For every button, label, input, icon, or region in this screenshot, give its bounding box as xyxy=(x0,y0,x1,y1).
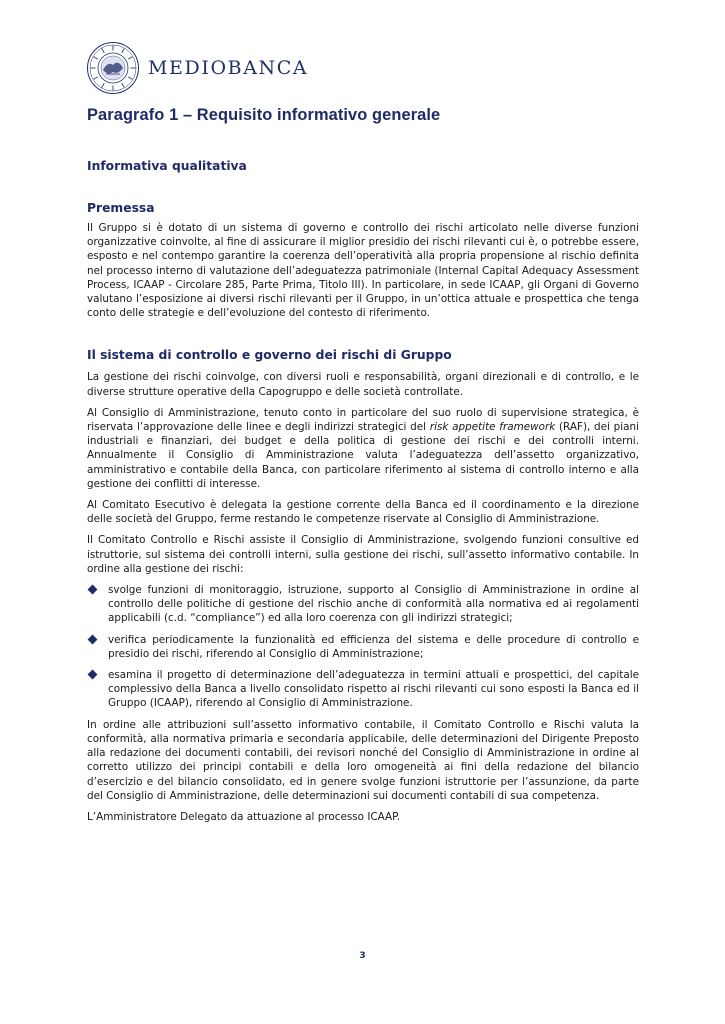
section-heading-premessa: Premessa xyxy=(87,201,155,215)
sistema-paragraph-3: Al Comitato Esecutivo è delegata la gestione corrente della Banca ed il coordinamento e la direzione delle società del Gruppo, ferme restando le competenze riservate al Consiglio di Amministrazione. xyxy=(87,499,639,526)
page-title: Paragrafo 1 – Requisito informativo generale xyxy=(87,106,441,124)
list-item xyxy=(87,583,639,626)
list-item-text: esamina il progetto di determinazione dell’adeguatezza in termini attuali e prospettici, del capitale complessivo della Banca a livello consolidato rispetto ai rischi rilevanti cui sono esposti la Banca ed il Gruppo (ICAAP), riferendo al Consiglio di Amministrazione. xyxy=(108,669,639,710)
brand-name: MEDIOBANCA xyxy=(148,57,309,79)
page-number: 3 xyxy=(359,951,366,961)
list-item xyxy=(87,633,639,661)
premessa-paragraph: Il Gruppo si è dotato di un sistema di governo e controllo dei rischi articolato nelle diverse funzioni organizzative coinvolte, al fine di assicurare il miglior presidio dei rischi rilevanti cui è, o potrebbe essere, esposto e nel contempo garantire la coerenza dell’operatività alla propria propensione al rischio definita nel processo interno di valutazione dell’adeguatezza patrimoniale (Internal Capital Adequacy Assessment Process, ICAAP - Circolare 285, Parte Prima, Titolo III). In particolare, in sede ICAAP, gli Organi di Governo valutano l’esposizione ai diversi rischi rilevanti per il Gruppo, in un’ottica attuale e prospettica che tenga conto delle strategie e dell’evoluzione del contesto di riferimento. xyxy=(87,222,639,320)
section-heading-informativa: Informativa qualitativa xyxy=(87,159,247,173)
section-heading-sistema: Il sistema di controllo e governo dei rischi di Gruppo xyxy=(87,348,452,363)
sistema-paragraph-5: In ordine alle attribuzioni sull’assetto informativo contabile, il Comitato Controllo e Rischi valuta la conformità, alla normativa primaria e secondaria applicabile, delle determinazioni del Dirigente Preposto alla redazione dei documenti contabili, dei revisori nonché del Consiglio di Amministrazione in ordine al corretto utilizzo dei principi contabili e della loro omogeneità ai fini della redazione del bilancio d’esercizio e del bilancio consolidato, ed in genere svolge funzioni istruttorie per l’assunzione, da parte del Consiglio di Amministrazione, delle determinazioni sui documenti contabili di sua competenza. xyxy=(87,718,639,802)
risk-appetite-framework-term: risk appetite framework xyxy=(429,421,556,434)
list-item xyxy=(87,668,639,711)
mediobanca-seal-icon xyxy=(86,41,140,95)
list-item-text: svolge funzioni di monitoraggio, istruzione, supporto al Consiglio di Amministrazione in ordine al controllo delle politiche di gestione del rischio anche di conformità alla normativa ed ai regolamenti applicabili (c.d. “compliance”) ed alla loro coerenza con gli indirizzi strategici; xyxy=(108,584,639,625)
sistema-paragraph-1: La gestione dei rischi coinvolge, con diversi ruoli e responsabilità, organi direzionali e di controllo, e le diverse strutture operative della Capogruppo e delle società controllate. xyxy=(87,371,639,398)
page-content xyxy=(87,106,639,831)
sistema-paragraph-2 xyxy=(87,406,639,491)
diamond-bullet-icon xyxy=(88,670,98,680)
paragraph-2-text-b: (RAF), dei piani industriali e finanziari, dei budget e della politica di gestione dei rischi e dei controlli interni. Annualmente il Consiglio di Amministrazione valuta l’adeguatezza dell’assetto organizzativo, amministrativo e contabile della Banca, con particolare riferimento al sistema di controllo interno e alla gestione dei conflitti di interesse. xyxy=(87,421,639,490)
risk-committee-duties-list xyxy=(87,583,639,711)
paragraph-2-text-a: Al Consiglio di Amministrazione, tenuto conto in particolare del suo ruolo di supervisione strategica, è riservata l’approvazione delle linee e degli indirizzi strategici del xyxy=(87,406,639,434)
diamond-bullet-icon xyxy=(88,634,98,644)
sistema-paragraph-6: L’Amministratore Delegato da attuazione al processo ICAAP. xyxy=(87,810,401,823)
list-item-text: verifica periodicamente la funzionalità ed efficienza del sistema e delle procedure di controllo e presidio dei rischi, riferendo al Consiglio di Amministrazione; xyxy=(108,633,639,660)
mediobanca-logo xyxy=(86,40,308,96)
diamond-bullet-icon xyxy=(88,585,98,595)
sistema-paragraph-4: Il Comitato Controllo e Rischi assiste il Consiglio di Amministrazione, svolgendo funzioni consultive ed istruttorie, sul sistema dei controlli interni, sulla gestione dei rischi, sull’assetto informativo contabile. In ordine alla gestione dei rischi: xyxy=(87,534,639,575)
